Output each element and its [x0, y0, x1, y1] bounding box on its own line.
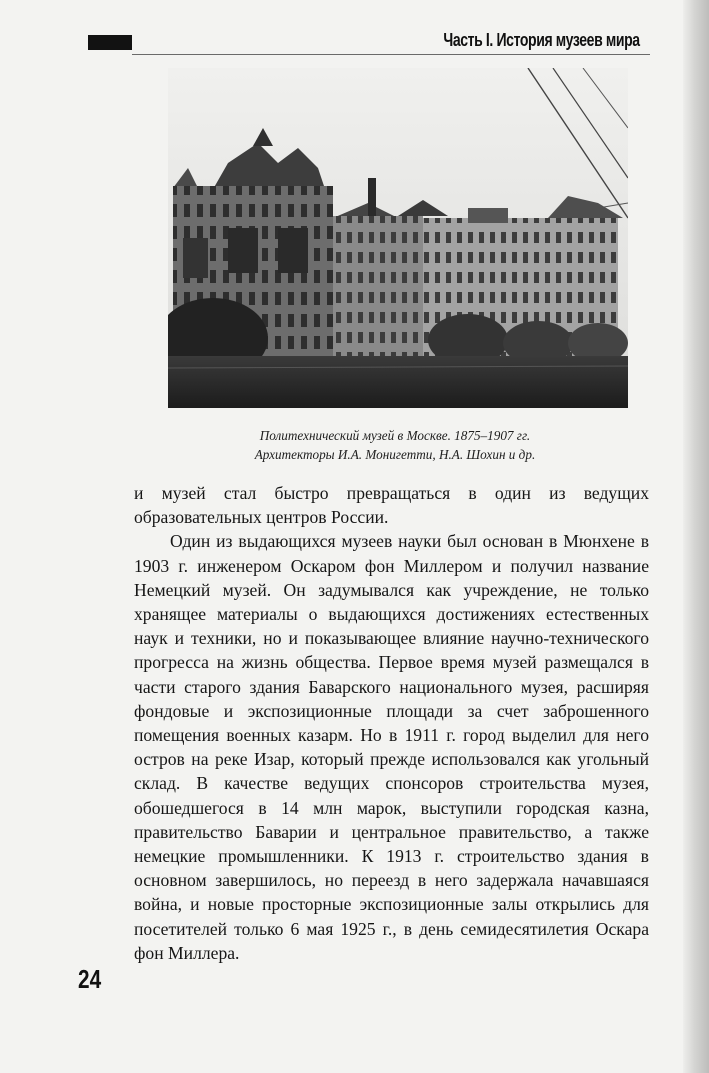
- header-black-bar: [88, 35, 132, 50]
- header-rule: [132, 54, 650, 55]
- caption-line-2: Архитекторы И.А. Монигетти, Н.А. Шохин и др.: [254, 447, 536, 462]
- running-head: Часть I. История музеев мира: [443, 30, 640, 50]
- page-edge-shadow: [683, 0, 709, 1073]
- body-text: [134, 481, 649, 965]
- caption-line-1: Политехнический музей в Москве. 1875–1907 гг.: [259, 428, 531, 443]
- page-number: 24: [78, 964, 102, 994]
- building-photo: [168, 68, 628, 408]
- figure-caption: [150, 426, 640, 464]
- paragraph-deutsches-museum: Один из выдающихся музеев науки был основан в Мюнхене в 1903 г. инженером Оскаром фон Миллером и получил название Немецкий музей. Он задумывался как учреждение, не только хранящее материалы о выдающихся достижениях естественных наук и техники, но и показывающее влияние научно-технического прогресса на жизнь общества. Первое время музей размещался в части старого здания Баварского национального музея, расширяя фондовые и экспозиционные площади за счет заброшенного помещения военных казарм. Но в 1911 г. город выделил для него остров на реке Изар, который прежде использовался как угольный склад. В качестве ведущих спонсоров строительства музея, обошедшегося в 14 млн марок, выступили городская казна, правительство Баварии и центральное правительство, а также немецкие промышленники. К 1913 г. строительство здания в основном завершилось, но переезд в него задержала начавшаяся война, и новые просторные экспозиционные залы открылись для посетителей только 6 мая 1925 г., в день семидесятилетия Оскара фон Миллера.: [134, 531, 649, 963]
- paragraph-continued: и музей стал быстро превращаться в один из ведущих образовательных центров России.: [134, 483, 649, 528]
